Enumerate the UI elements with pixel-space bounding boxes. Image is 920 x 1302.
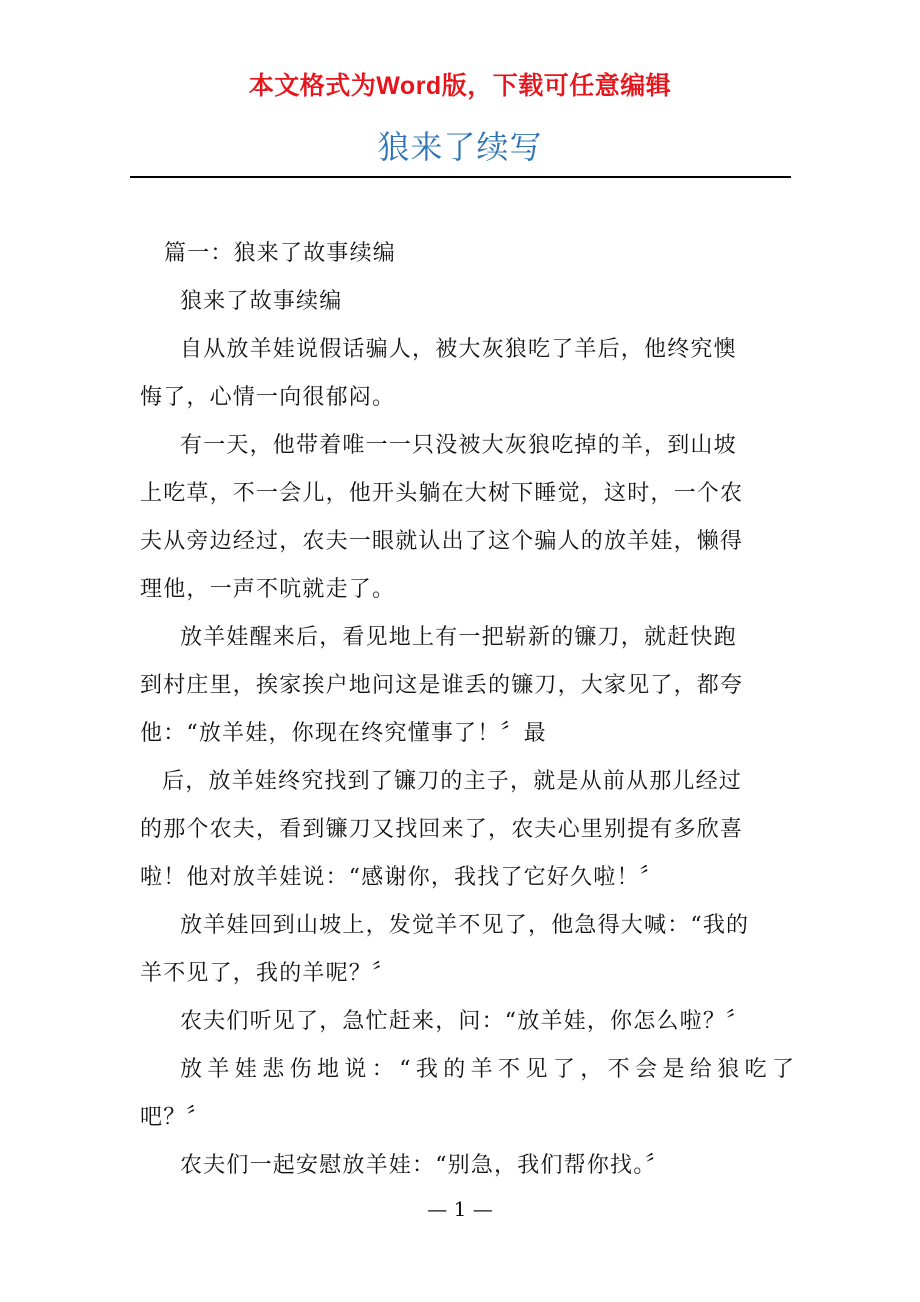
paragraph-line: 放羊娃悲伤地说：“我的羊不见了，不会是给狼吃了	[180, 1057, 800, 1082]
paragraph-line: 上吃草，不一会儿，他开头躺在大树下睡觉，这时，一个农	[140, 481, 744, 506]
paragraph-line: 的那个农夫，看到镰刀又找回来了，农夫心里别提有多欣喜	[140, 817, 744, 842]
paragraph-line: 夫从旁边经过，农夫一眼就认出了这个骗人的放羊娃，懒得	[140, 529, 744, 554]
page-number: — 1 —	[427, 1197, 493, 1221]
paragraph-line: 农夫们听见了，急忙赶来，问：“放羊娃，你怎么啦？〞	[180, 1009, 750, 1034]
paragraph-line: 放羊娃回到山坡上，发觉羊不见了，他急得大喊：“我的	[180, 913, 750, 938]
format-notice-banner: 本文格式为Word版，下载可任意编辑	[248, 72, 672, 100]
subheading: 狼来了故事续编	[180, 289, 343, 314]
document-title: 狼来了续写	[377, 128, 543, 166]
paragraph-line: 吧？〞	[140, 1105, 210, 1130]
section-heading: 篇一：狼来了故事续编	[164, 241, 397, 266]
paragraph-line: 啦！他对放羊娃说：“感谢你，我找了它好久啦！〞	[140, 865, 663, 890]
paragraph-line: 到村庄里，挨家挨户地问这是谁丢的镰刀，大家见了，都夸	[140, 673, 744, 698]
document-body	[140, 230, 800, 1190]
paragraph-line: 悔了，心情一向很郁闷。	[140, 385, 396, 410]
paragraph-line: 放羊娃醒来后，看见地上有一把崭新的镰刀，就赶快跑	[180, 625, 737, 650]
paragraph-line: 自从放羊娃说假话骗人，被大灰狼吃了羊后，他终究懊	[180, 337, 737, 362]
paragraph-line: 羊不见了，我的羊呢？〞	[140, 961, 396, 986]
paragraph-line: 他：“放羊娃，你现在终究懂事了！〞最	[140, 721, 547, 746]
paragraph-line: 有一天，他带着唯一一只没被大灰狼吃掉的羊，到山坡	[180, 433, 737, 458]
paragraph-line: 理他，一声不吭就走了。	[140, 577, 396, 602]
paragraph-line: 农夫们一起安慰放羊娃：“别急，我们帮你找。〞	[180, 1153, 669, 1178]
title-divider	[130, 176, 791, 178]
paragraph-line: 后，放羊娃终究找到了镰刀的主子，就是从前从那儿经过	[162, 769, 743, 794]
